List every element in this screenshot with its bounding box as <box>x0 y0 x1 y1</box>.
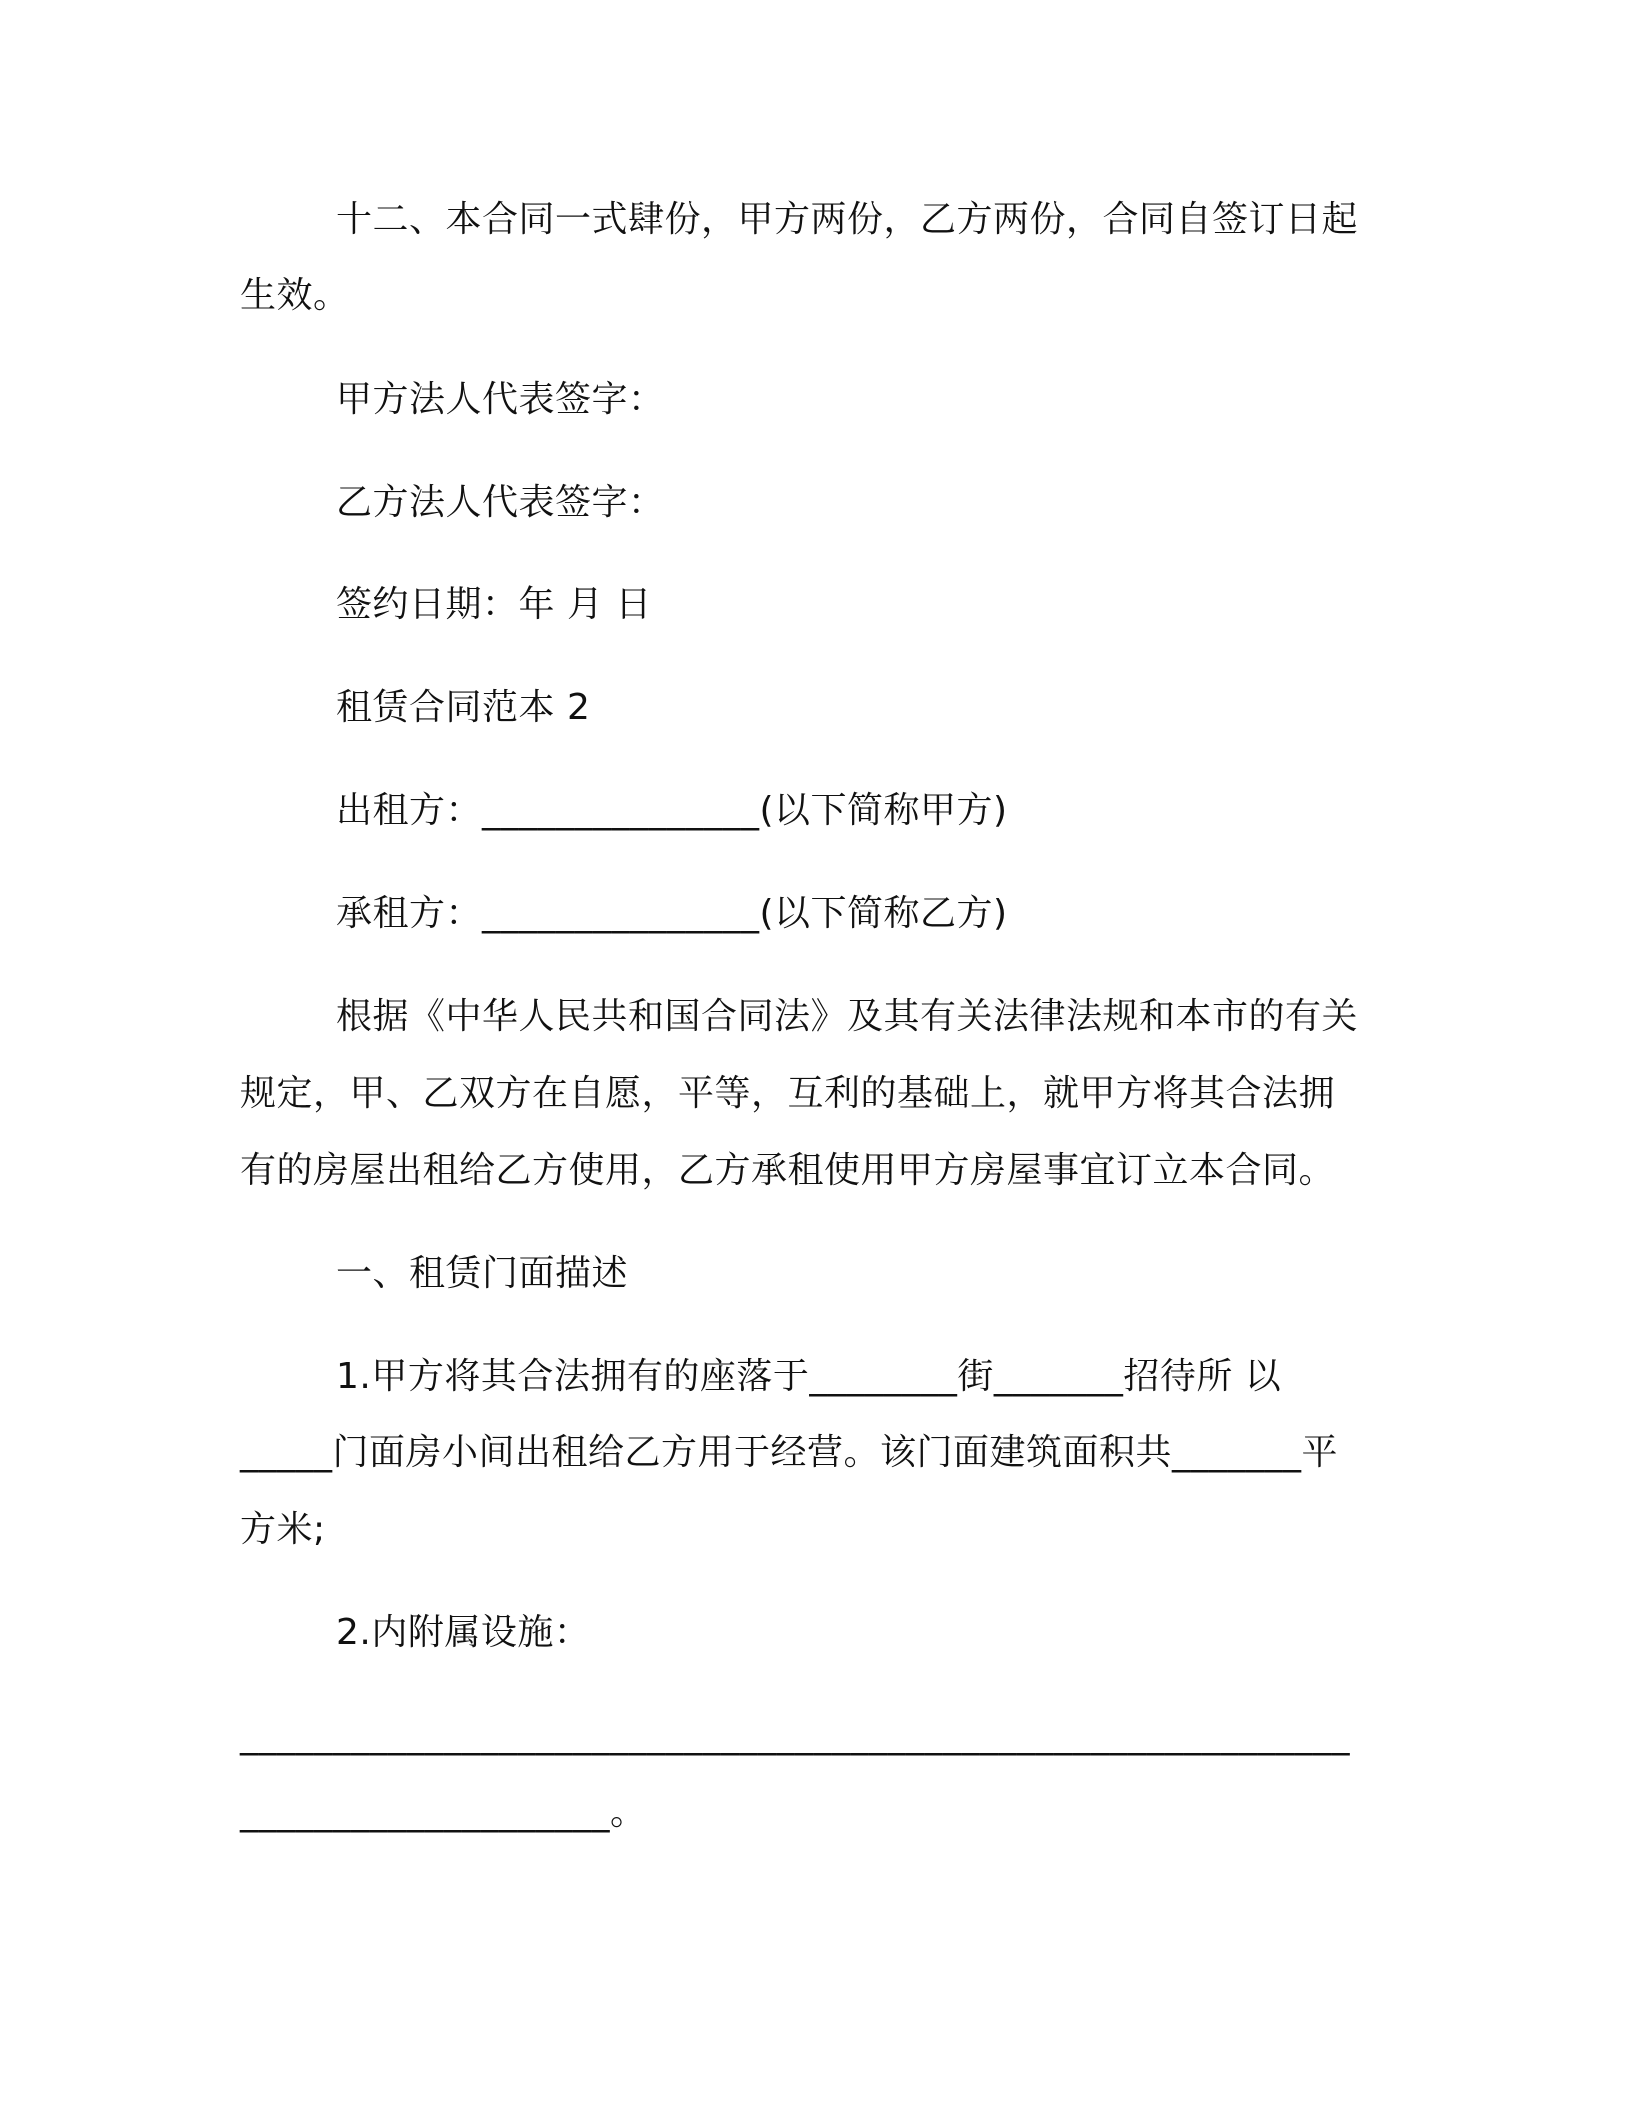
signing-date-label: 签约日期：年 月 日 <box>336 584 652 625</box>
party-b-signature-label: 乙方法人代表签字： <box>336 482 665 523</box>
lessor-field-line: 出租方：_______________(以下简称甲方) <box>336 790 1008 831</box>
item-1-line-1: 1.甲方将其合法拥有的座落于________街_______招待所 以 <box>336 1356 1282 1397</box>
item-2-blank-line-1: ____________________________________________________________ <box>240 1715 1350 1756</box>
item-2-blank-line-2: ____________________。 <box>240 1792 647 1833</box>
section-1-heading: 一、租赁门面描述 <box>336 1253 629 1294</box>
clause-12-line-1: 十二、本合同一式肆份，甲方两份，乙方两份，合同自签订日起 <box>336 199 1359 240</box>
preamble-line-3: 有的房屋出租给乙方使用，乙方承租使用甲方房屋事宜订立本合同。 <box>240 1150 1336 1191</box>
item-1-line-3: 方米; <box>240 1509 326 1550</box>
preamble-line-2: 规定，甲、乙双方在自愿，平等，互利的基础上，就甲方将其合法拥 <box>240 1073 1336 1114</box>
clause-12-line-2: 生效。 <box>240 275 350 316</box>
item-1-line-2: _____门面房小间出租给乙方用于经营。该门面建筑面积共_______平 <box>240 1432 1339 1473</box>
section-title-lease-template-2: 租赁合同范本 2 <box>336 687 591 728</box>
preamble-line-1: 根据《中华人民共和国合同法》及其有关法律法规和本市的有关 <box>336 996 1359 1037</box>
item-2-heading: 2.内附属设施： <box>336 1612 591 1653</box>
party-a-signature-label: 甲方法人代表签字： <box>336 379 665 420</box>
lessee-field-line: 承租方：_______________(以下简称乙方) <box>336 893 1008 934</box>
